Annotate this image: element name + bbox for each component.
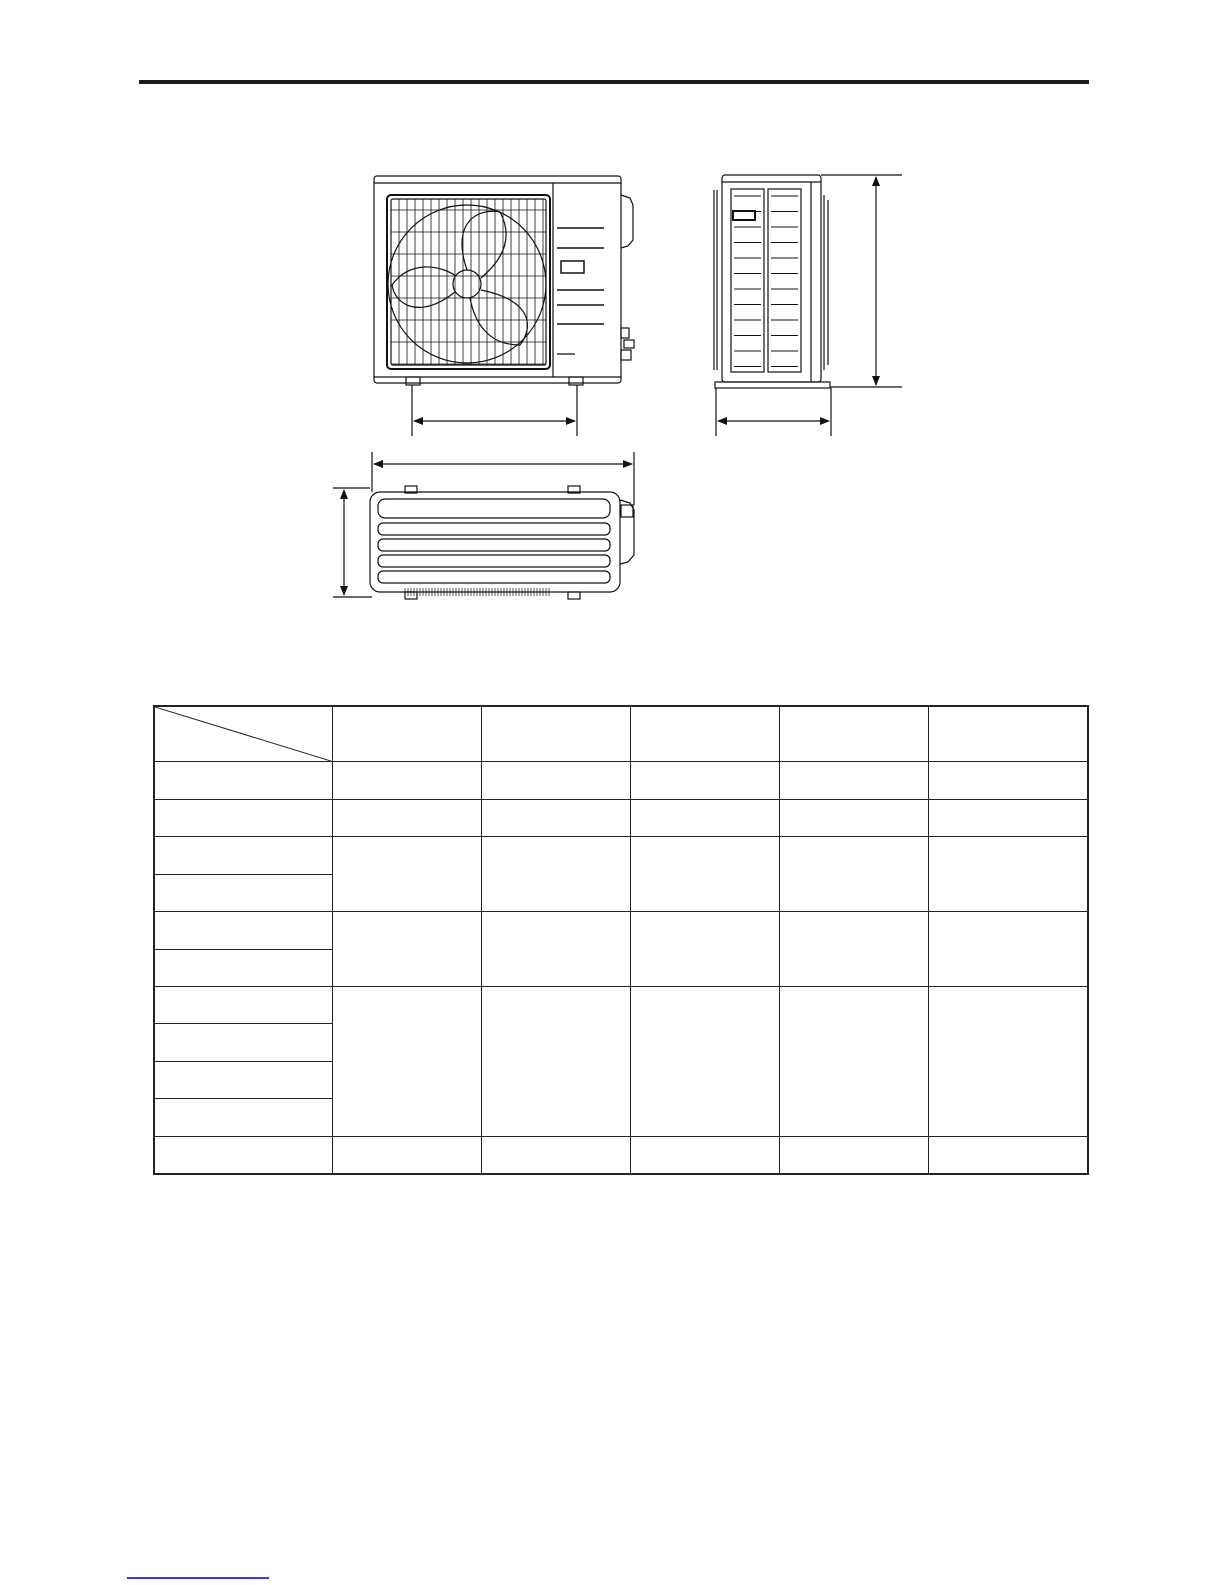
side-view bbox=[714, 175, 902, 436]
table-cell bbox=[332, 799, 481, 836]
table-cell bbox=[779, 799, 928, 836]
table-cell bbox=[481, 762, 630, 799]
table-row-label bbox=[154, 1136, 332, 1174]
table-cell bbox=[332, 987, 481, 1137]
table-cell bbox=[630, 1136, 779, 1174]
table-cell bbox=[928, 837, 1088, 912]
table-row-label bbox=[154, 1024, 332, 1061]
table-cell bbox=[481, 912, 630, 987]
outdoor-unit-drawings bbox=[0, 0, 1225, 700]
table-row-label bbox=[154, 799, 332, 836]
table-header-cell bbox=[481, 706, 630, 762]
table-cell bbox=[630, 987, 779, 1137]
table-cell bbox=[481, 987, 630, 1137]
table-cell bbox=[928, 762, 1088, 799]
table-header-cell bbox=[928, 706, 1088, 762]
table-cell bbox=[630, 837, 779, 912]
table-row-label bbox=[154, 762, 332, 799]
table-cell bbox=[779, 1136, 928, 1174]
table-row-label bbox=[154, 1061, 332, 1098]
table-cell bbox=[481, 1136, 630, 1174]
table-row-label bbox=[154, 837, 332, 874]
table-cell bbox=[630, 762, 779, 799]
table-cell bbox=[779, 837, 928, 912]
table-row-label bbox=[154, 1099, 332, 1136]
table-cell bbox=[928, 912, 1088, 987]
table-cell bbox=[332, 837, 481, 912]
table-cell bbox=[630, 912, 779, 987]
table-cell bbox=[928, 1136, 1088, 1174]
footer-link-underline[interactable] bbox=[127, 1577, 269, 1579]
table-row-label bbox=[154, 987, 332, 1024]
table-cell bbox=[928, 987, 1088, 1137]
table-row-label bbox=[154, 874, 332, 911]
table-cell bbox=[779, 987, 928, 1137]
table-cell bbox=[630, 799, 779, 836]
table-cell bbox=[779, 762, 928, 799]
table-row-label bbox=[154, 949, 332, 986]
table-cell bbox=[779, 912, 928, 987]
table-corner-cell bbox=[154, 706, 332, 762]
table-cell bbox=[332, 1136, 481, 1174]
table-cell bbox=[332, 762, 481, 799]
table-cell bbox=[332, 912, 481, 987]
dimension-table bbox=[153, 705, 1089, 1175]
table-cell bbox=[928, 799, 1088, 836]
top-view bbox=[333, 452, 634, 599]
front-view bbox=[374, 176, 634, 436]
table-cell bbox=[481, 837, 630, 912]
table-header-cell bbox=[779, 706, 928, 762]
table-header-cell bbox=[630, 706, 779, 762]
table-row-label bbox=[154, 912, 332, 949]
table-cell bbox=[481, 799, 630, 836]
table-header-cell bbox=[332, 706, 481, 762]
